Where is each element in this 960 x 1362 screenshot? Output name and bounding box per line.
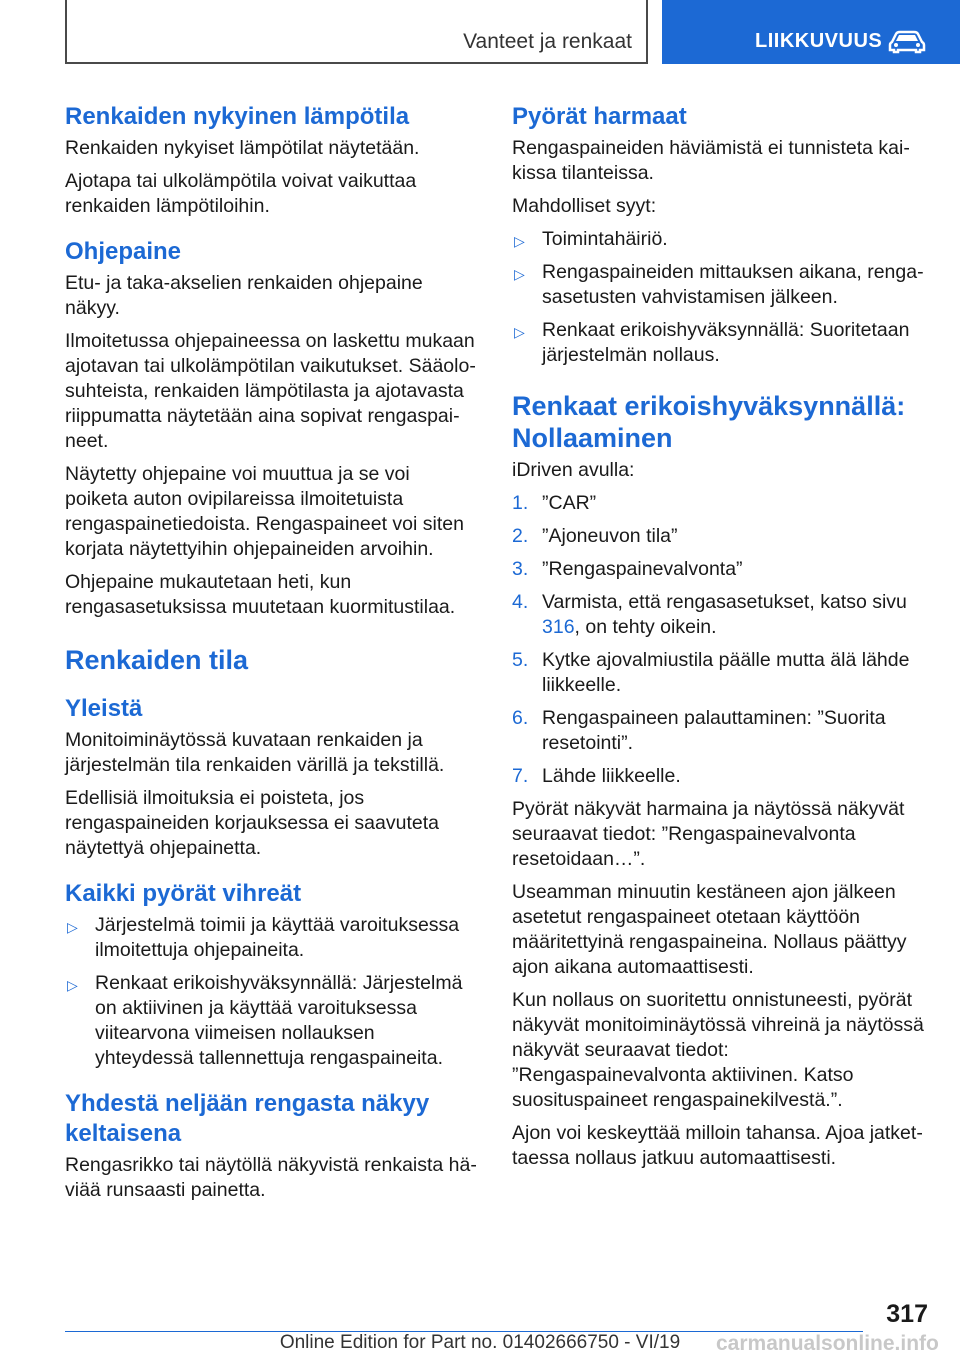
list-item: ▷ Toimintahäiriö. [512, 227, 924, 252]
heading-all-green: Kaikki pyörät vihreät [65, 880, 302, 907]
paragraph: Ohjepaine mukautetaan heti, kun rengasasetuksissa muutetaan kuormitustilaa. [65, 571, 456, 618]
car-icon [888, 28, 926, 54]
list-item: ▷ Rengaspaineiden mittauksen aikana, rengasasetusten vahvistamisen jälkeen. [514, 261, 924, 308]
paragraph: Kun nollaus on suoritettu onnistuneesti, pyörät näkyvät monitoiminäytössä vihreinä ja näytössä näkyvät seuraavat tiedot: ”Rengaspainevalvonta aktiivinen. Katso suosituspaineet rengaspainekilvestä.”. [512, 989, 924, 1111]
bullet-list [512, 227, 924, 368]
step-item: 4. Varmista, että rengasasetukset, katso sivu 316, on tehty oikein. [512, 591, 907, 638]
triangle-bullet-icon: ▷ [514, 324, 525, 340]
heading-general: Yleistä [65, 695, 143, 722]
footer-edition: Online Edition for Part no. 01402666750 - VI/19 [279, 1332, 681, 1353]
page-link[interactable]: 316 [542, 616, 575, 638]
watermark: carmanualsonline.info [716, 1332, 939, 1355]
paragraph: Ajotapa tai ulkolämpötila voivat vaikuttaa renkaiden lämpötiloihin. [65, 170, 417, 217]
triangle-bullet-icon: ▷ [67, 977, 78, 993]
heading-reset: Renkaat erikoishyväksynnällä: Nollaaminen [512, 391, 906, 453]
paragraph: Edellisiä ilmoituksia ei poisteta, jos rengaspaineiden korjauksessa ei saavuteta näytettyä ohjepainetta. [65, 787, 439, 859]
heading-grey-wheels: Pyörät harmaat [512, 103, 687, 130]
heading-yellow: Yhdestä neljään rengasta näkyy keltaisena [65, 1090, 430, 1147]
heading-current-temp: Renkaiden nykyinen lämpötila [65, 103, 410, 130]
step-list [512, 491, 924, 789]
step-item: 6. Rengaspaineen palauttaminen: ”Suorita resetointi”. [512, 707, 886, 754]
chapter-tab-label: LIIKKUVUUS [755, 30, 883, 52]
list-item: ▷ Renkaat erikoishyväksynnällä: Järjestelmä on aktiivinen ja käyttää varoituksessa viitearvona viimeisen nollauksen yhteydessä tallennettuja rengaspaineita. [67, 972, 463, 1069]
list-item: ▷ Järjestelmä toimii ja käyttää varoituksessa ilmoitettuja ohjepaineita. [67, 914, 460, 961]
heading-target-pressure: Ohjepaine [65, 238, 182, 265]
left-column [65, 102, 477, 1211]
chapter-tab[interactable] [662, 0, 960, 64]
paragraph: Useamman minuutin kestäneen ajon jälkeen asetetut rengaspaineet otetaan käyttöön määritettyinä rengaspaineina. Nollaus päättyy ajon aikana automaattisesti. [512, 881, 907, 978]
paragraph: Rengaspaineiden häviämistä ei tunnisteta kaikissa tilanteissa. [512, 137, 910, 184]
heading-tire-status: Renkaiden tila [65, 645, 249, 675]
step-item: 2. ”Ajoneuvon tila” [512, 525, 678, 547]
step-item: 1. ”CAR” [512, 492, 597, 514]
paragraph: Renkaiden nykyiset lämpötilat näytetään. [65, 137, 420, 159]
paragraph: iDriven avulla: [512, 459, 635, 481]
triangle-bullet-icon: ▷ [67, 919, 78, 935]
paragraph: Näytetty ohjepaine voi muuttua ja se voi poiketa auton ovipilareissa ilmoitetuista rengaspainetiedoista. Rengaspaineet voi siten korjata näytettyihin ohjepaineiden arvoihin. [65, 463, 464, 560]
step-item: 5. Kytke ajovalmiustila päälle mutta älä lähde liikkeelle. [512, 649, 910, 696]
right-column [512, 102, 924, 1179]
paragraph: Monitoiminäytössä kuvataan renkaiden ja järjestelmän tila renkaiden värillä ja tekstillä. [65, 729, 445, 776]
paragraph: Ilmoitetussa ohjepaineessa on laskettu mukaan ajotavan tai ulkolämpötilan vaikutukset. Sääolosuhteista, renkaiden lämpötilasta ja ajotavasta riippumatta näytetään aina sopivat rengaspaineet. [65, 330, 476, 452]
paragraph: Rengasrikko tai näytöllä näkyvistä renkaista häviää runsaasti painetta. [65, 1154, 477, 1201]
step-item: 3. ”Rengaspainevalvonta” [512, 558, 743, 580]
bullet-list [65, 913, 477, 1071]
page-number: 317 [886, 1300, 928, 1328]
triangle-bullet-icon: ▷ [514, 266, 525, 282]
paragraph: Ajon voi keskeyttää milloin tahansa. Ajoa jatkettaessa nollaus jatkuu automaattisesti. [512, 1122, 923, 1169]
paragraph: Etu- ja taka-akselien renkaiden ohjepaine näkyy. [65, 272, 423, 319]
list-item: ▷ Renkaat erikoishyväksynnällä: Suoritetaan järjestelmän nollaus. [514, 319, 910, 366]
header-box [65, 0, 648, 64]
paragraph: Mahdolliset syyt: [512, 195, 657, 217]
section-title: Vanteet ja renkaat [463, 30, 632, 53]
paragraph: Pyörät näkyvät harmaina ja näytössä näkyvät seuraavat tiedot: ”Rengaspainevalvonta resetoidaan…”. [512, 798, 905, 870]
step-item: 7. Lähde liikkeelle. [512, 765, 681, 787]
triangle-bullet-icon: ▷ [514, 233, 525, 249]
